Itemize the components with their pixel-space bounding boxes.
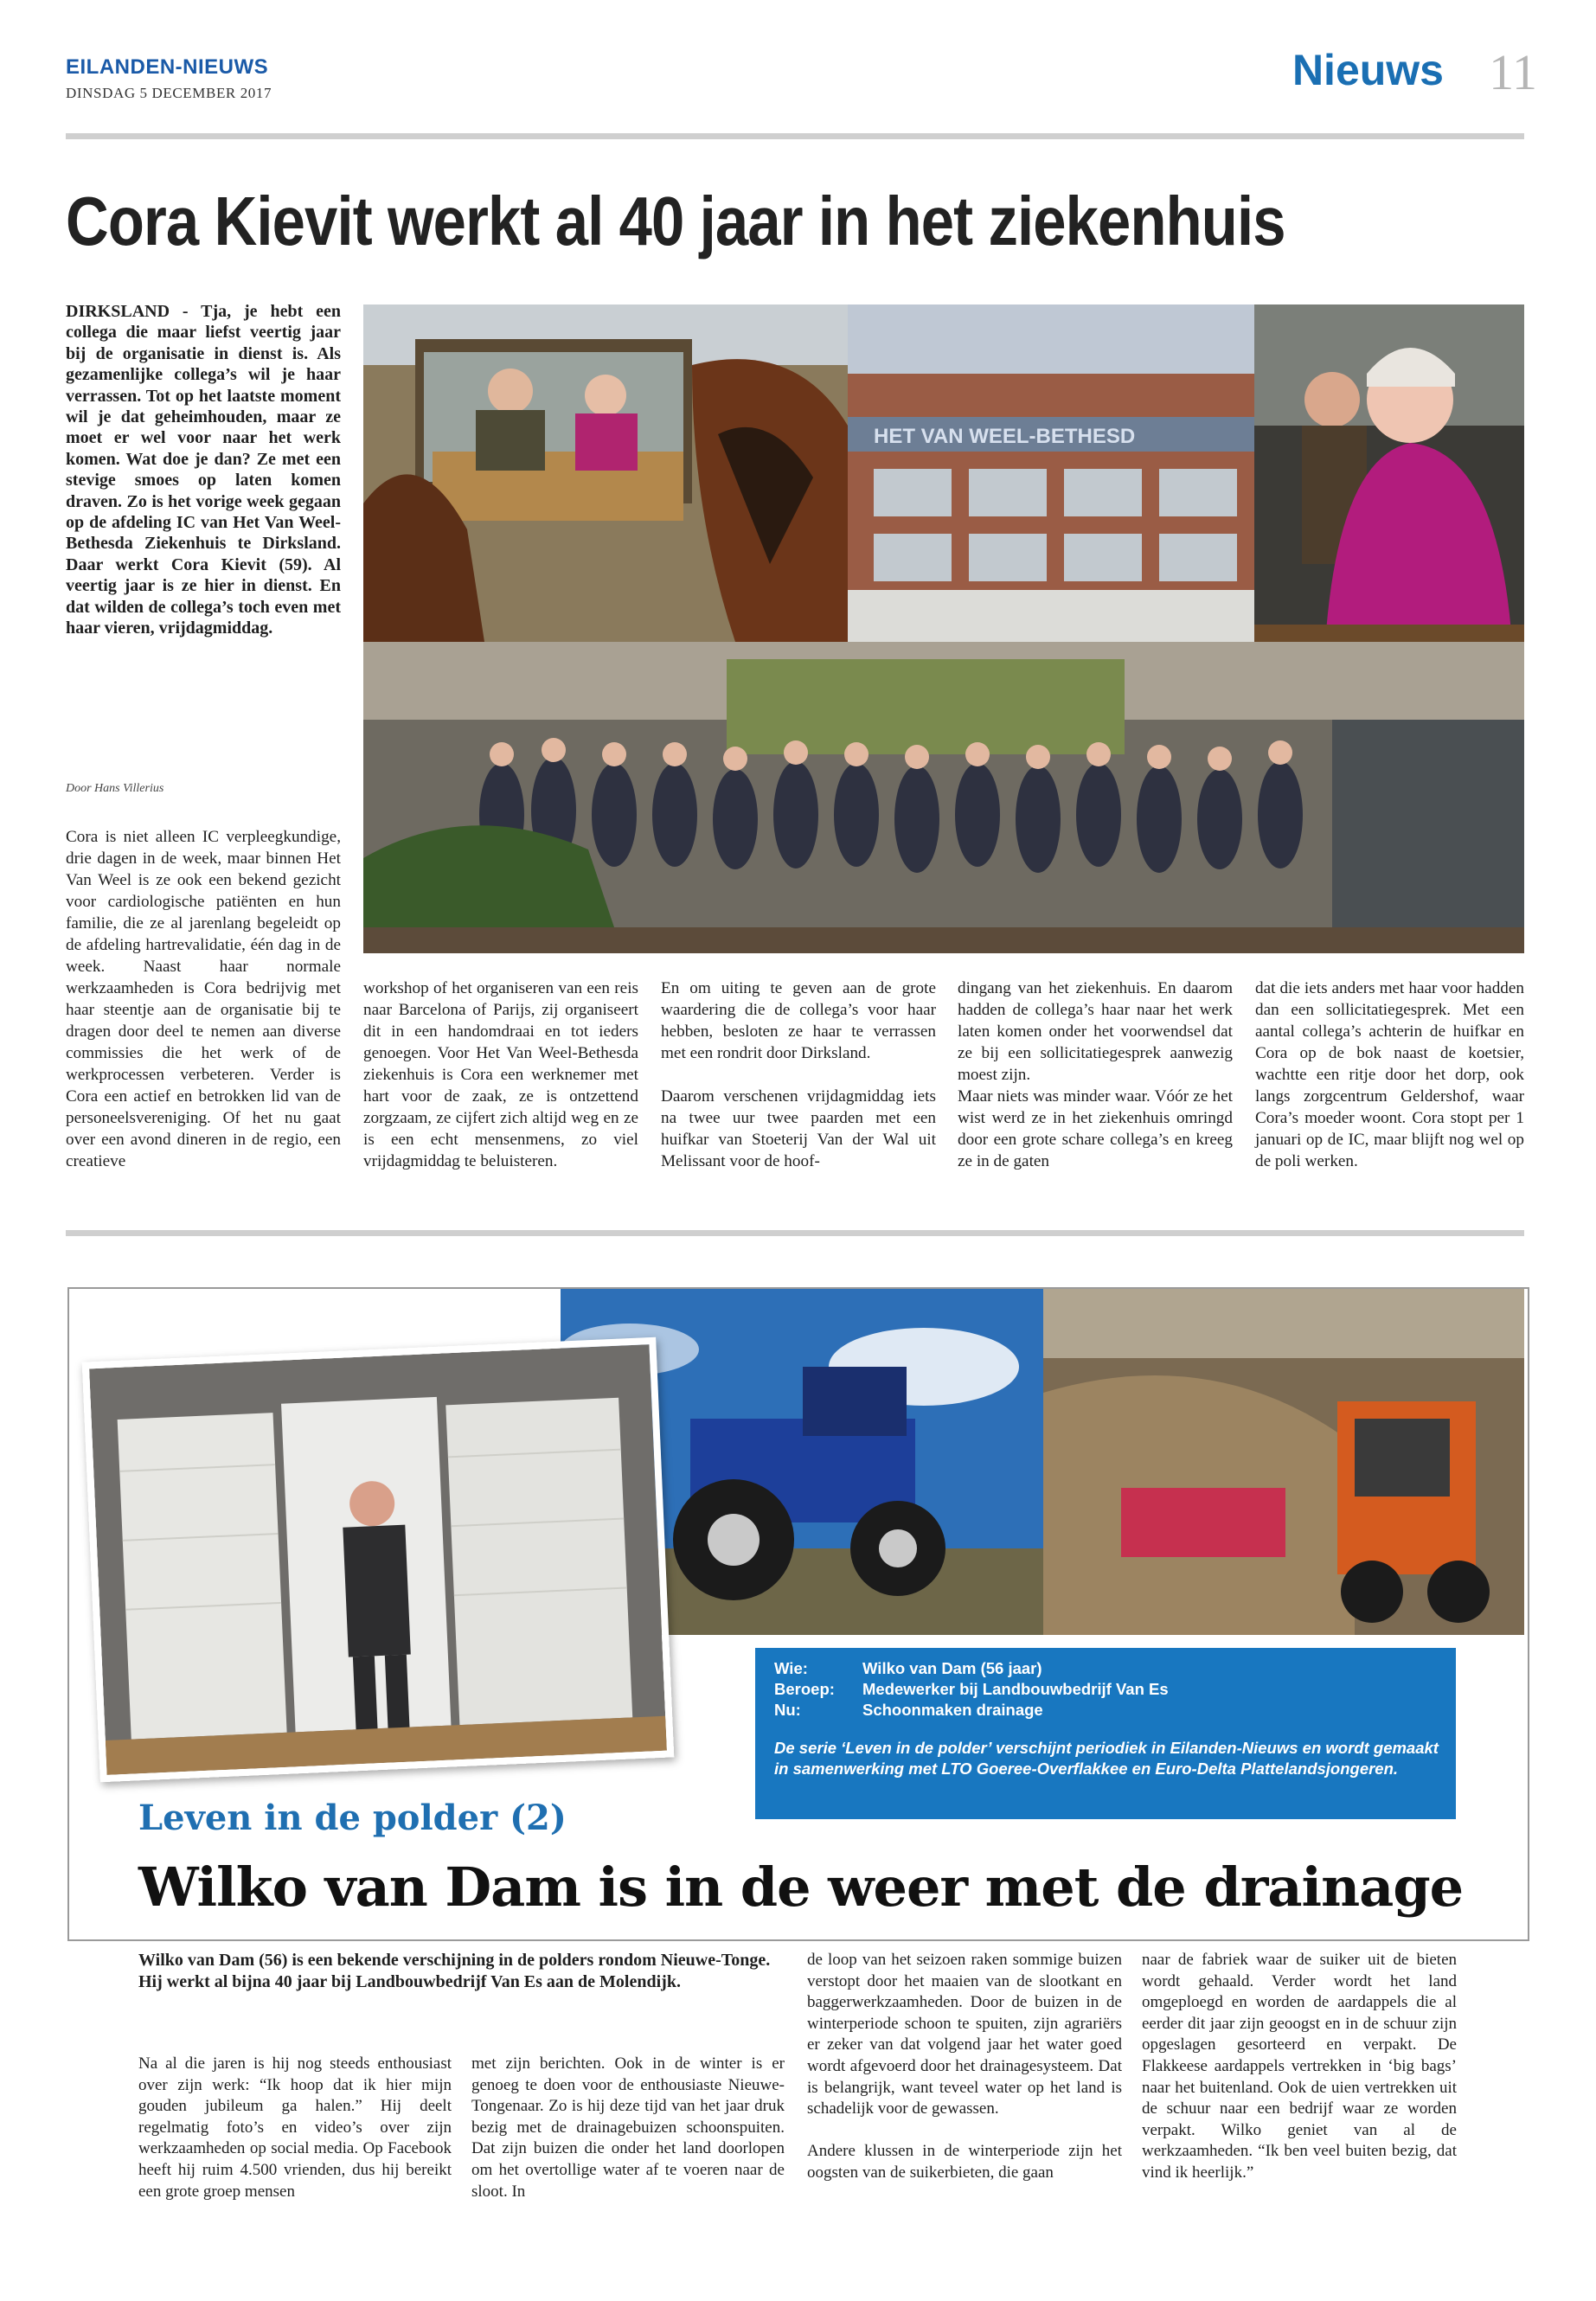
- photo-hospital-building: [848, 304, 1254, 642]
- header-divider: [66, 133, 1524, 139]
- photo-wilko-big-bags: [82, 1337, 675, 1783]
- issue-date: DINSDAG 5 DECEMBER 2017: [66, 85, 272, 101]
- feature-column-1: Na al die jaren is hij nog steeds enthousiast over zijn werk: “Ik hoop dat ik hier mijn gouden jubileum ga halen.” Hij deelt regelmatig foto’s en video’s over zijn werkzaamheden op social media. Op Facebook heeft hij ruim 4.500 vrienden, dus hij bereikt een grote groep mensen: [138, 2054, 452, 2201]
- article-column-2: workshop of het organiseren van een reis naar Barcelona of Parijs, zij organiseert dit in een handomdraai en tot ieders genoegen. Voor Het Van Weel-Bethesda ziekenhuis is Cora een werknemer met hart voor de zaak, ze is ontzettend zorgzaam, ze cijfert zich altijd weg en ze is een echt mensenmens, zo viel vrijdagmiddag te beluisteren.: [363, 979, 638, 1170]
- info-row-wie: Wie: Wilko van Dam (56 jaar): [774, 1659, 1042, 1677]
- article-column-1: Cora is niet alleen IC verpleegkundige, drie dagen in de week, maar binnen Het Van Weel is ze ook een bekend gezicht voor cardiologische patiënten en hun familie, die ze al jarenlang begeleidt op de afdeling hartrevalidatie, één dag in de week. Naast haar normale werkzaamheden is Cora bedrijvig met haar steentje aan de organisatie bij te dragen door deel te nemen aan diverse commissies die het werk of de werkprocessen verbeteren. Verder is Cora een actief en betrokken lid van de personeelsvereniging. Of het nu gaat over een avond dineren in de regio, een creatieve: [66, 828, 341, 1170]
- photo-carriage-horses: [363, 304, 848, 642]
- page-number: 11: [1489, 44, 1537, 100]
- section-title: Nieuws: [1292, 46, 1444, 94]
- feature-column-2: met zijn berichten. Ook in de winter is er genoeg te doen voor de enthousiaste Nieuwe-Tongenaar. Zo is hij deze tijd van het jaar druk bezig met de drainagebuizen schoonspuiten. Dat zijn buizen die onder het land doorlopen om het overtollige water af te voeren naar de sloot. In: [471, 2054, 785, 2201]
- article-headline: Cora Kievit werkt al 40 jaar in het ziekenhuis: [66, 183, 1285, 260]
- feature-headline: Wilko van Dam is in de weer met de drainage: [138, 1856, 1464, 1919]
- building-sign: HET VAN WEEL-BETHESD: [874, 425, 1136, 448]
- info-box: [755, 1648, 1456, 1819]
- photo-potato-storage: [1043, 1289, 1524, 1635]
- feature-column-3: de loop van het seizoen raken sommige buizen verstopt door het maaien van de slootkant en baggerwerkzaamheden. Door de buizen in de winterperiode schoon te spuiten, zijn agrariërs er zeker van dat volgend jaar het water goed wordt afgevoerd door het drainagesysteem. Dat is belangrijk, want teveel water op het land is schadelijk voor de gewassen. Andere klussen in de winterperiode zijn het oogsten van de suikerbieten, die gaan: [807, 1951, 1122, 2182]
- info-row-nu: Nu: Schoonmaken drainage: [774, 1701, 1043, 1719]
- masthead-logo: EILANDEN-NIEUWS: [66, 55, 269, 79]
- series-kicker: Leven in de polder (2): [138, 1798, 567, 1838]
- article-lead: DIRKSLAND - Tja, je hebt een collega die maar liefst veertig jaar bij de organisatie in dienst is. Als gezamenlijke collega’s wil je haar verrassen. Tot op het laatste moment wil je dat geheimhouden, maar ze moet er wel voor naar het werk komen. Wat doe je dan? Ze met een stevige smoes op laten komen draven. Zo is het vorige week gegaan op de afdeling IC van Het Van Weel-Bethesda Ziekenhuis te Dirksland. Daar werkt Cora Kievit (59). Al veertig jaar is ze hier in dienst. En dat wilden de collega’s toch even met haar vieren, vrijdagmiddag.: [66, 302, 341, 638]
- info-row-beroep: Beroep: Medewerker bij Landbouwbedrijf Van Es: [774, 1680, 1169, 1698]
- article-column-5: dat die iets anders met haar voor hadden dan een sollicitatiegesprek. Met een aantal collega’s achterin de huifkar en Cora op de bok naast de koetsier, wachtte een ritje door het dorp, ook langs zorgcentrum Geldershof, waar Cora’s moeder woont. Cora stopt per 1 januari op de IC, maar blijft nog wel op de poli werken.: [1255, 979, 1524, 1170]
- feature-column-4: naar de fabriek waar de suiker uit de bieten wordt gehaald. Verder wordt het land omgeploegd en worden de aardappels die al eerder dit jaar zijn geoogst en in de schuur zijn opgeslagen gesorteerd en verpakt. De Flakkeese aardappels vertrekken in ‘big bags’ naar het buitenland. Ook de uien vertrekken uit de schuur naar een bedrijf waar ze worden verpakt. Wilko geniet van al de werkzaamheden. “Ik ben veel buiten bezig, dat vind ik heerlijk.”: [1142, 1951, 1457, 2182]
- article-divider: [66, 1230, 1524, 1236]
- article-column-3: En om uiting te geven aan de grote waardering die de collega’s voor haar hebben, besloten ze haar te verrassen met een rondrit door Dirksland. Daarom verschenen vrijdagmiddag iets na twee uur twee paarden met een huifkar van Stoeterij Van der Wal uit Melissant voor de hoof-: [661, 979, 936, 1170]
- photo-group-colleagues: [363, 642, 1524, 953]
- series-note: De serie ‘Leven in de polder’ verschijnt periodiek in Eilanden-Nieuws en wordt gemaakt in samenwerking met LTO Goeree-Overflakkee en Euro-Delta Plattelandsjongeren.: [774, 1739, 1439, 1778]
- article-column-4: dingang van het ziekenhuis. En daarom hadden de collega’s haar naar het werk laten komen onder het voorwendsel dat ze bij een sollicitatiegesprek aanwezig moest zijn. Maar niets was minder waar. Vóór ze het wist werd ze in het ziekenhuis omringd door een grote schare collega’s en kreeg ze in de gaten: [958, 979, 1233, 1170]
- feature-lead: Wilko van Dam (56) is een bekende verschijning in de polders rondom Nieuwe-Tonge. Hij werkt al bijna 40 jaar bij Landbouwbedrijf Van Es aan de Molendijk.: [138, 1951, 771, 1991]
- photo-cora-portrait: [1254, 304, 1524, 675]
- byline: Door Hans Villerius: [66, 782, 164, 795]
